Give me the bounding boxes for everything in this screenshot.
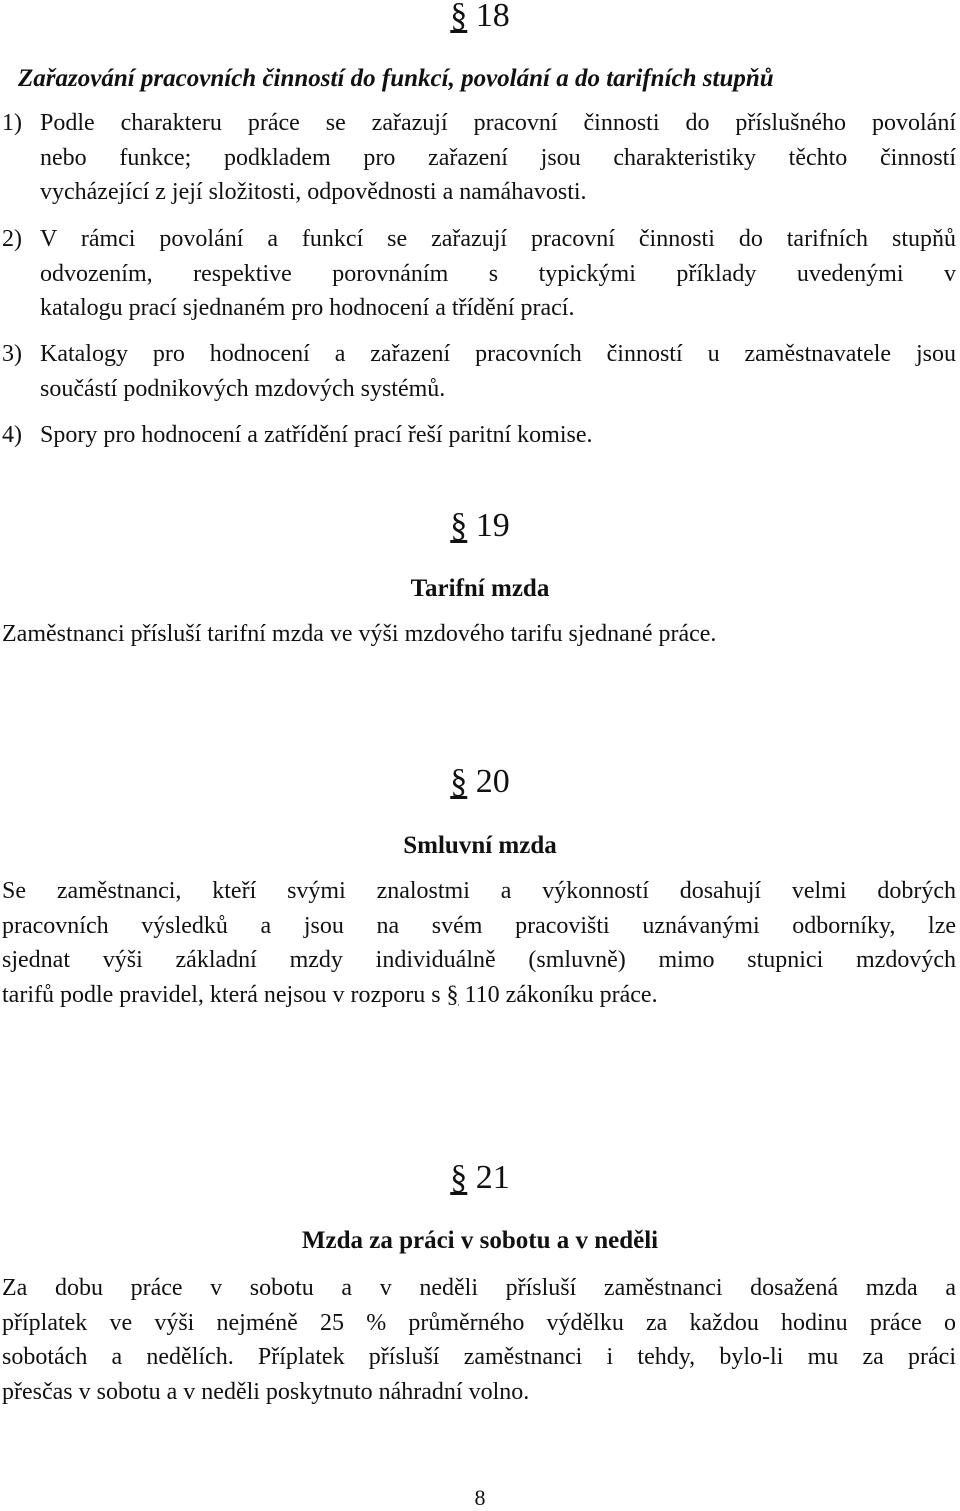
text-line: V rámci povolání a funkcí se zařazují pracovní činnosti do tarifních stupňů: [40, 226, 956, 252]
text-line: katalogu prací sjednaném pro hodnocení a třídění prací.: [40, 295, 575, 321]
list-item: [2, 106, 956, 210]
text-line: pracovních výsledků a jsou na svém pracovišti uznávanými odborníky, lze: [2, 912, 956, 939]
text-line: vycházející z její složitosti, odpovědnosti a namáhavosti.: [40, 179, 587, 205]
text-line: přesčas v sobotu a v neděli poskytnuto náhradní volno.: [2, 1378, 530, 1405]
text-line: Podle charakteru práce se zařazují pracovní činnosti do příslušného povolání: [40, 110, 956, 136]
section-number: 18: [475, 0, 510, 34]
text-line: sjednat výši základní mzdy individuálně (smluvně) mimo stupnici mzdových: [2, 947, 956, 973]
section-symbol: §: [450, 0, 468, 34]
section-18-title: Zařazování pracovních činností do funkcí, povolání a do tarifních stupňů: [18, 65, 774, 92]
text-line: Za dobu práce v sobotu a v neděli přísluší zaměstnanci dosažená mzda a: [2, 1275, 956, 1301]
section-19-title: Tarifní mzda: [410, 575, 550, 602]
section-21-number: [0, 1158, 960, 1198]
text-line: [2, 978, 956, 1013]
text-fragment: tarifů podle pravidel, která nejsou v rozporu s: [2, 981, 447, 1008]
section-20-title: Smluvní mzda: [403, 832, 557, 859]
list-item: [2, 337, 956, 406]
list-item-number: 4): [2, 422, 22, 448]
text-line: Katalogy pro hodnocení a zařazení pracovních činností u zaměstnavatele jsou: [40, 341, 956, 367]
list-item-number: 1): [2, 110, 22, 136]
section-symbol: §: [450, 763, 468, 800]
text-line: odvozením, respektive porovnáním s typickými příklady uvedenými v: [40, 260, 956, 287]
text-line: Se zaměstnanci, kteří svými znalostmi a výkonností dosahují velmi dobrých: [2, 878, 956, 904]
list-item-number: 3): [2, 341, 22, 367]
section-20-text: [2, 874, 956, 1012]
section-symbol: §: [450, 507, 468, 544]
list-item: [2, 222, 956, 326]
text-line: nebo funkce; podkladem pro zařazení jsou charakteristiky těchto činností: [40, 144, 956, 171]
section-18-number: [0, 0, 960, 36]
list-item-number: 2): [2, 226, 22, 252]
text-fragment: 110 zákoníku práce.: [464, 981, 658, 1008]
section-19-text: [2, 617, 958, 652]
text-line: Zaměstnanci přísluší tarifní mzda ve výši mzdového tarifu sjednané práce.: [2, 621, 717, 647]
section-19-number: [0, 506, 960, 546]
section-number: 20: [475, 763, 510, 800]
text-line: příplatek ve výši nejméně 25 % průměrného výdělku za každou hodinu práce o: [2, 1309, 956, 1336]
text-line: sobotách a nedělích. Příplatek přísluší zaměstnanci i tehdy, bylo-li mu za práci: [2, 1344, 956, 1370]
text-line: součástí podnikových mzdových systémů.: [40, 375, 446, 402]
text-line: Spory pro hodnocení a zatřídění prací řeší paritní komise.: [40, 422, 593, 448]
section-symbol: §: [450, 1159, 468, 1196]
list-item: [2, 418, 956, 453]
section-20-number: [0, 762, 960, 802]
section-reference-symbol: §: [446, 981, 459, 1008]
section-21-text: [2, 1271, 956, 1409]
section-21-title: Mzda za práci v sobotu a v neděli: [301, 1227, 659, 1254]
section-number: 19: [475, 507, 510, 544]
page-number: 8: [474, 1485, 486, 1510]
section-number: 21: [475, 1159, 510, 1196]
